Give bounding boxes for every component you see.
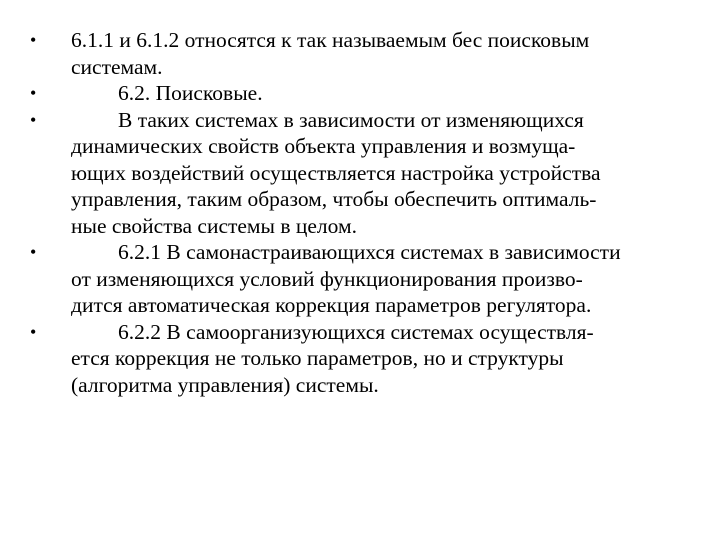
bullet-item-1 — [30, 27, 690, 80]
bullet-line-text: 6.2. Поисковые. — [118, 81, 263, 105]
bullet-line — [71, 80, 690, 107]
bullet-line: ные свойства системы в целом. — [71, 213, 357, 238]
bullet-item-4 — [30, 239, 690, 319]
bullet-line: от изменяющихся условий функционирования произво- — [71, 266, 583, 291]
bullet-line-text: В таких системах в зависимости от изменяющихся — [118, 107, 584, 132]
bullet-line: системам. — [71, 54, 163, 79]
bullet-line-text: 6.2.2 В самоорганизующихся системах осуществля- — [118, 319, 594, 344]
bullet-line: • 6.1.1 и 6.1.2 относятся к так называемым бес поисковым — [71, 28, 590, 52]
bullet-line: управления, таким образом, чтобы обеспечить оптималь- — [71, 187, 597, 211]
bullet-line: дится автоматическая коррекция параметров регулятора. — [71, 293, 592, 317]
bullet-item-5 — [30, 319, 690, 399]
bullet-line: (алгоритма управления) системы. — [71, 372, 379, 397]
bullet-line — [71, 239, 690, 266]
bullet-list — [30, 27, 690, 398]
bullet-line — [71, 107, 690, 134]
bullet-item-2 — [30, 80, 690, 107]
bullet-line: ющих воздействий осуществляется настройка устройства — [71, 160, 601, 185]
bullet-line: ется коррекция не только параметров, но и структуры — [71, 346, 564, 370]
bullet-line-text: 6.2.1 В самонастраивающихся системах в зависимости — [118, 240, 621, 264]
bullet-line: динамических свойств объекта управления и возмуща- — [71, 134, 576, 158]
bullet-item-3 — [30, 107, 690, 240]
bullet-line — [71, 319, 690, 346]
